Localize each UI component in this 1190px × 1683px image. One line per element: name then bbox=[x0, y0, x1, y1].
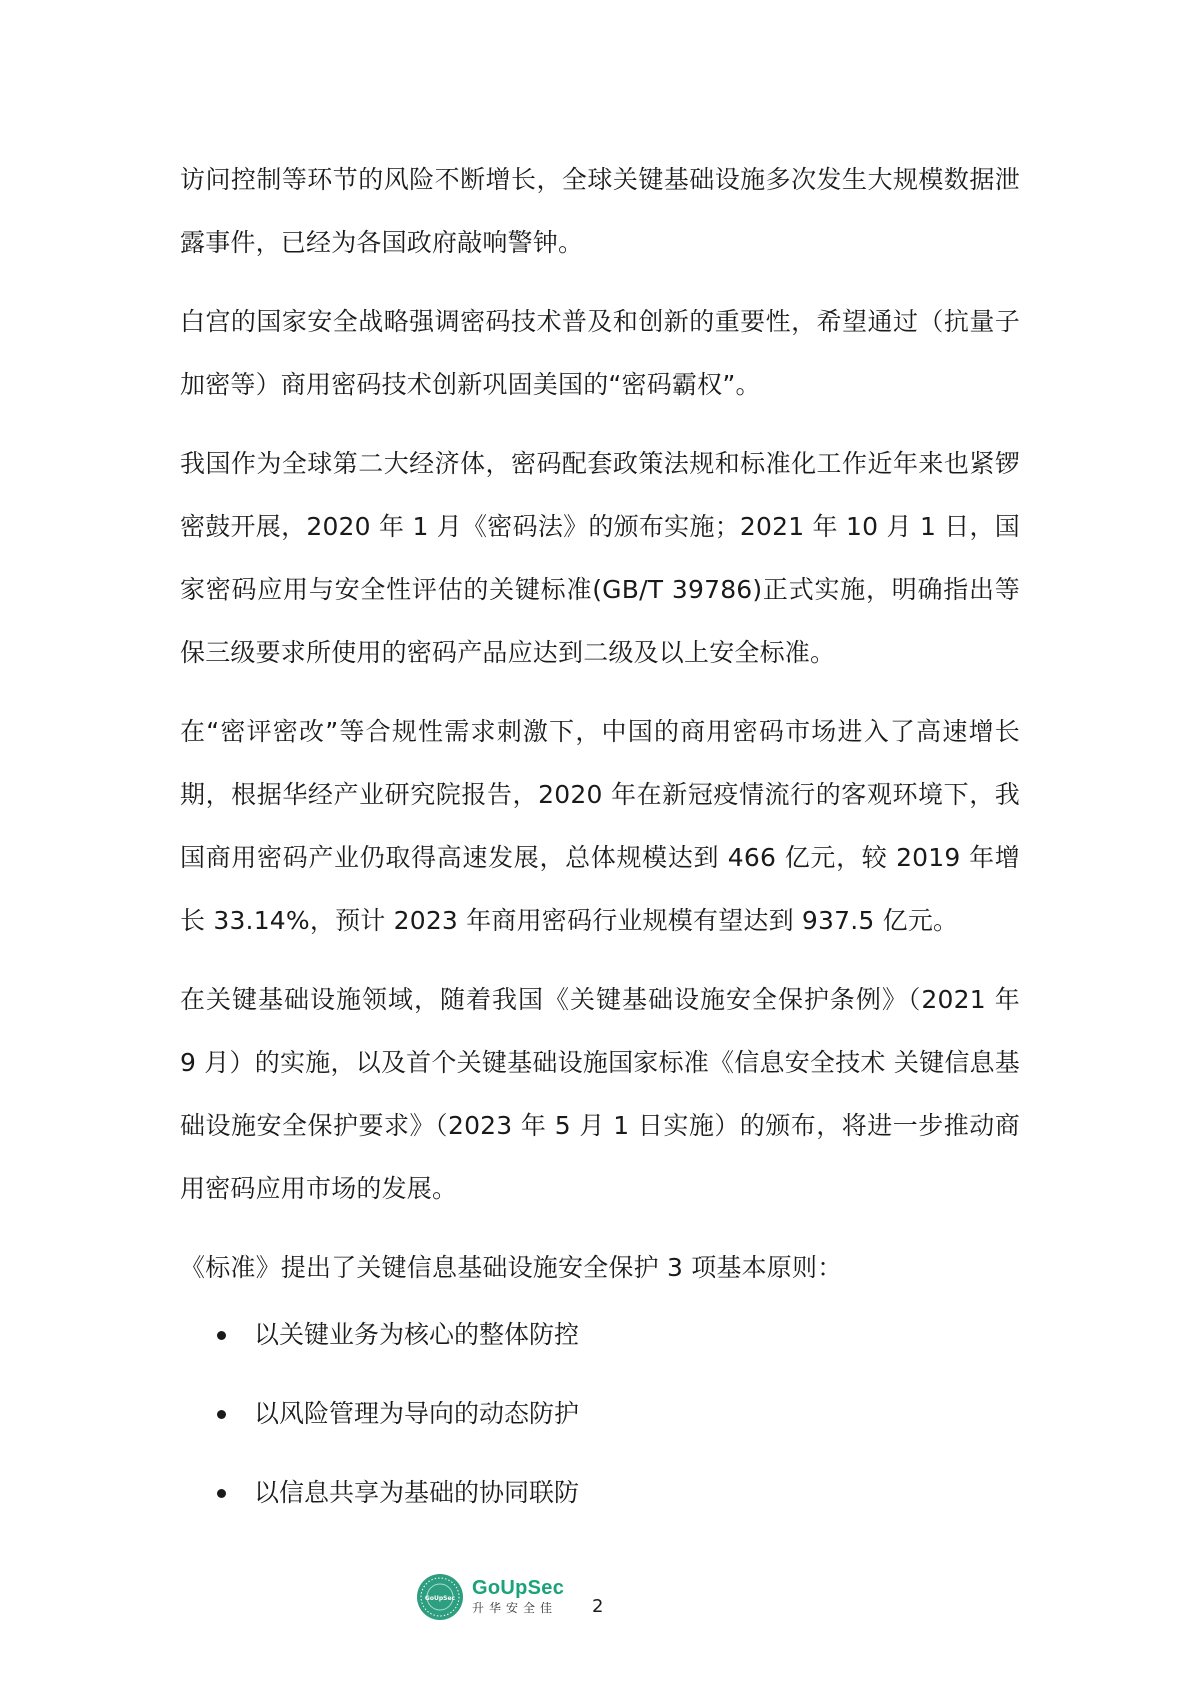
paragraph-risk-growth: 访问控制等环节的风险不断增长，全球关键基础设施多次发生大规模数据泄露事件，已经为各国政府敲响警钟。 bbox=[180, 165, 1020, 257]
bullet-dot-icon bbox=[217, 1410, 226, 1419]
list-item-text: 以信息共享为基础的协同联防 bbox=[254, 1478, 580, 1507]
paragraph-critical-infrastructure: 在关键基础设施领域，随着我国《关键基础设施安全保护条例》（2021 年 9 月）的实施，以及首个关键基础设施国家标准《信息安全技术 关键信息基础设施安全保护要求》（2023 年 5 月 1 日实施）的颁布，将进一步推动商用密码应用市场的发展。 bbox=[180, 985, 1020, 1203]
goupsec-badge-icon bbox=[416, 1573, 464, 1621]
list-item bbox=[180, 1394, 1020, 1434]
principles-list bbox=[180, 1315, 1020, 1513]
bullet-dot-icon bbox=[217, 1489, 226, 1498]
logo-brand: GoUpSec bbox=[472, 1577, 565, 1599]
list-item-text: 以关键业务为核心的整体防控 bbox=[254, 1320, 580, 1349]
list-item bbox=[180, 1315, 1020, 1355]
paragraph-market-growth: 在“密评密改”等合规性需求刺激下，中国的商用密码市场进入了高速增长期，根据华经产业研究院报告，2020 年在新冠疫情流行的客观环境下，我国商用密码产业仍取得高速发展，总体规模达到 466 亿元，较 2019 年增长 33.14%，预计 2023 年商用密码行业规模有望达到 937.5 亿元。 bbox=[180, 717, 1020, 935]
logo-text bbox=[472, 1577, 564, 1617]
list-item bbox=[180, 1473, 1020, 1513]
document-body bbox=[180, 148, 1020, 1552]
bullet-dot-icon bbox=[217, 1331, 226, 1340]
paragraph-china-cryptography-policy: 我国作为全球第二大经济体，密码配套政策法规和标准化工作近年来也紧锣密鼓开展，2020 年 1 月《密码法》的颁布实施；2021 年 10 月 1 日，国家密码应用与安全性评估的关键标准(GB/T 39786)正式实施，明确指出等保三级要求所使用的密码产品应达到二级及以上安全标准。 bbox=[180, 449, 1020, 667]
svg-text:GoUpSec: GoUpSec bbox=[424, 1595, 456, 1602]
footer-logo bbox=[416, 1570, 564, 1624]
list-item-text: 以风险管理为导向的动态防护 bbox=[254, 1399, 580, 1428]
logo-subtitle: 升华安全佳 bbox=[472, 1601, 558, 1615]
page-number: 2 bbox=[592, 1596, 604, 1617]
paragraph-standard-principles: 《标准》提出了关键信息基础设施安全保护 3 项基本原则： bbox=[180, 1253, 843, 1282]
paragraph-white-house-strategy: 白宫的国家安全战略强调密码技术普及和创新的重要性，希望通过（抗量子加密等）商用密码技术创新巩固美国的“密码霸权”。 bbox=[180, 307, 1020, 399]
